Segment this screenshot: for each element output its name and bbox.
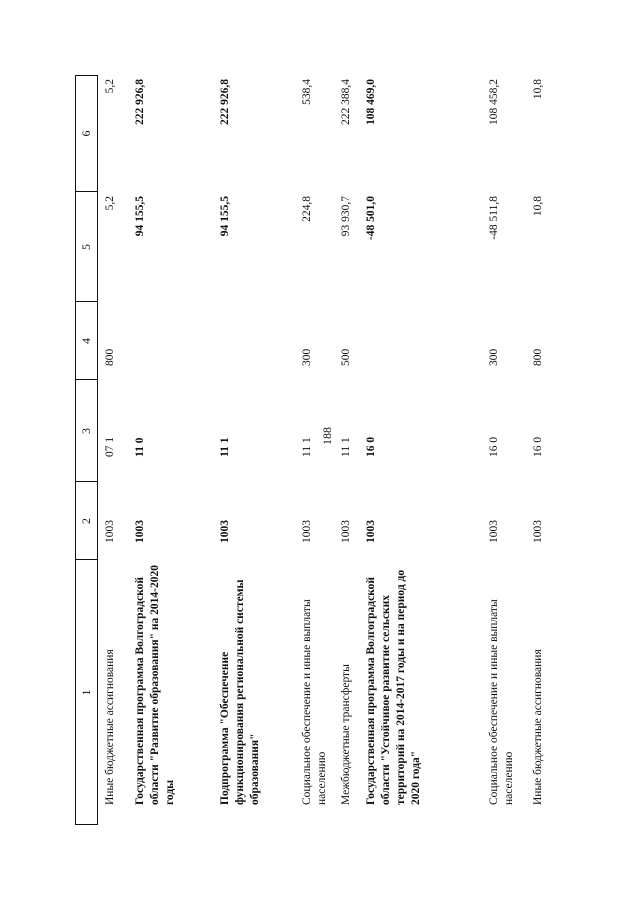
table-row-amount: 5,2 xyxy=(104,196,116,211)
budget-table xyxy=(75,75,565,825)
table-row-amount: 94 155,5 xyxy=(219,196,231,237)
table-row-target: 11 1 xyxy=(301,437,313,457)
column-header-1: 1 xyxy=(79,689,93,696)
table-row-type: 800 xyxy=(532,348,544,366)
table-row-total: 108 469,0 xyxy=(365,79,377,125)
table-row-target: 11 1 xyxy=(340,437,352,457)
table-row-amount: 94 155,5 xyxy=(134,196,146,237)
table-row-target: 16 0 xyxy=(488,436,500,457)
table-row-section: 1003 xyxy=(340,520,352,543)
table-row-total: 222 926,8 xyxy=(219,79,231,125)
table-row-label: Подпрограмма "Обеспечение функционирования региональной системы образования" xyxy=(219,579,261,805)
table-row-label: Государственная программа Волгоградской области "Устойчивое развитие сельских территорий на 2014-2017 годы и на период до 2020 года" xyxy=(365,569,422,805)
table-row-section: 1003 xyxy=(365,520,377,543)
column-header-2: 2 xyxy=(79,518,93,524)
table-row-total: 5,2 xyxy=(104,79,116,94)
table-row-type: 500 xyxy=(340,348,352,366)
table-row-section: 1003 xyxy=(532,520,544,543)
table-row-type: 300 xyxy=(301,348,313,366)
table-row-section: 1003 xyxy=(301,520,313,543)
table-row-target: 07 1 xyxy=(104,436,116,457)
table-row-section: 1003 xyxy=(104,520,116,543)
page-number: 188 xyxy=(320,427,334,445)
table-row-amount: -48 501,0 xyxy=(365,196,377,241)
table-row-section: 1003 xyxy=(488,520,500,543)
table-row-label: Государственная программа Волгоградской области "Развитие образования" на 2014-2020 годы xyxy=(134,565,176,805)
column-header-3: 3 xyxy=(79,428,93,434)
table-row-amount: 93 930,7 xyxy=(340,196,352,237)
table-row-total: 222 926,8 xyxy=(134,79,146,125)
table-row-label: Иные бюджетные ассигнования xyxy=(532,649,544,805)
table-row-type: 300 xyxy=(488,348,500,366)
table-row-amount: -48 511,8 xyxy=(488,196,500,240)
table-row-label: Межбюджетные трансферты xyxy=(340,664,352,805)
table-row-target: 11 1 xyxy=(219,437,231,457)
table-row-section: 1003 xyxy=(134,520,146,543)
table-row-label: Социальное обеспечение и иные выплаты населению xyxy=(488,599,515,805)
table-row-total: 108 458,2 xyxy=(488,79,500,125)
column-header-6: 6 xyxy=(79,130,93,137)
column-header-5: 5 xyxy=(79,244,93,250)
table-row-section: 1003 xyxy=(219,520,231,543)
table-row-amount: 224,8 xyxy=(301,196,313,222)
table-row-type: 800 xyxy=(104,348,116,366)
table-row-total: 10,8 xyxy=(532,79,544,100)
table-row-total: 222 388,4 xyxy=(340,79,352,125)
header-bottom-rule xyxy=(97,75,98,825)
column-header-4: 4 xyxy=(79,338,93,344)
table-row-label: Социальное обеспечение и иные выплаты населению xyxy=(301,599,328,805)
table-row-target: 16 0 xyxy=(365,436,377,457)
table-row-amount: 10,8 xyxy=(532,196,544,217)
table-row-label: Иные бюджетные ассигнования xyxy=(104,649,116,805)
table-row-target: 11 0 xyxy=(134,437,146,457)
table-row-total: 538,4 xyxy=(301,79,313,105)
table-row-target: 16 0 xyxy=(532,436,544,457)
